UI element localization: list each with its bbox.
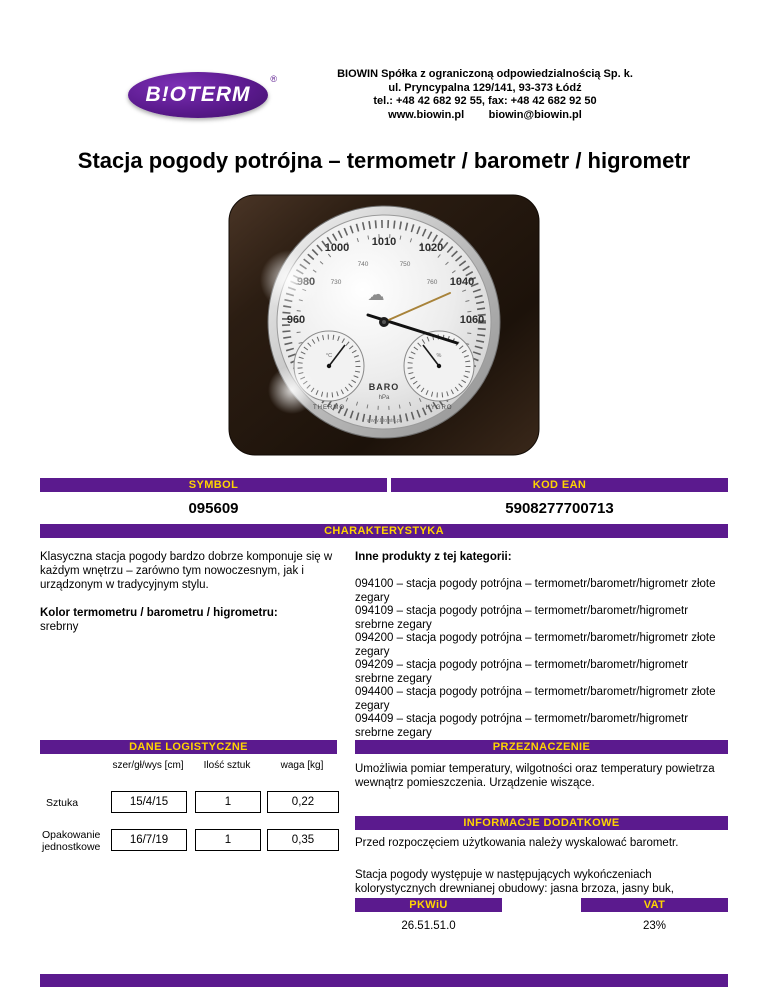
ean-header-bar: KOD EAN: [391, 478, 728, 492]
scale-1000: 1000: [324, 242, 350, 254]
glare-top-left: [260, 250, 320, 310]
inner-760: 760: [426, 279, 438, 286]
inner-740: 740: [357, 261, 369, 268]
logistics-cell-weight-sztuka: 0,22: [267, 791, 339, 813]
bioterm-logo-text: B!OTERM: [145, 83, 251, 106]
logistics-cell-dims-opakowanie: 16/7/19: [111, 829, 187, 851]
scale-1060: 1060: [459, 314, 485, 326]
related-product-item: 094200 – stacja pogody potrójna – termometr/barometr/higrometr złote zegary: [355, 632, 716, 658]
company-info: [312, 68, 658, 122]
symbol-header-bar: SYMBOL: [40, 478, 387, 492]
logistics-cell-qty-sztuka: 1: [195, 791, 261, 813]
informacje-header-bar: INFORMACJE DODATKOWE: [355, 816, 728, 830]
related-product-item: 094409 – stacja pogody potrójna – termometr/barometr/higrometr srebrne zegary: [355, 713, 689, 739]
company-phone: tel.: +48 42 682 92 55, fax: +48 42 682 92 50: [373, 95, 597, 107]
company-name: BIOWIN Spółka z ograniczoną odpowiedzialnością Sp. k.: [337, 68, 633, 80]
thermo-label: THERMO: [313, 405, 345, 411]
cloud-icon: ☁: [367, 285, 385, 304]
inner-730: 730: [330, 279, 342, 286]
logistics-col-qty: Ilość sztuk: [203, 760, 251, 771]
weather-station-illustration: [228, 194, 540, 456]
logistics-cell-dims-sztuka: 15/4/15: [111, 791, 187, 813]
vat-value: 23%: [642, 920, 667, 932]
footer-divider-bar: [40, 974, 728, 987]
baro-label: BARO: [368, 382, 400, 392]
vat-header-bar: VAT: [581, 898, 728, 912]
company-address: ul. Pryncypalna 129/141, 93-373 Łódź: [388, 81, 582, 94]
scale-1020: 1020: [418, 242, 444, 254]
related-product-item: 094400 – stacja pogody potrójna – termometr/barometr/higrometr złote zegary: [355, 686, 716, 712]
related-product-item: 094109 – stacja pogody potrójna – termometr/barometr/higrometr srebrne zegary: [355, 605, 689, 631]
scale-1010: 1010: [371, 236, 397, 248]
bioterm-logo: [128, 72, 277, 118]
scale-1040: 1040: [449, 276, 475, 288]
logistics-row-label-opakowanie: Opakowanie jednostkowe: [42, 829, 101, 853]
related-product-item: 094100 – stacja pogody potrójna – termometr/barometr/higrometr złote zegary: [355, 578, 716, 604]
ean-value: 5908277700713: [505, 500, 614, 517]
color-value: srebrny: [40, 621, 79, 633]
glare-bottom-left: [268, 366, 316, 414]
logistics-header-bar: DANE LOGISTYCZNE: [40, 740, 337, 754]
related-products-list: [355, 578, 728, 740]
related-product-item: 094209 – stacja pogody potrójna – termometr/barometr/higrometr srebrne zegary: [355, 659, 689, 685]
przeznaczenie-text: Umożliwia pomiar temperatury, wilgotności oraz temperatury powietrza wewnątrz pomieszczenia. Urządzenie wiszące.: [355, 763, 715, 789]
related-products-column: [355, 550, 728, 740]
informacje-text2: Stacja pogody występuje w następujących wykończeniach kolorystycznych drewnianej obudowy: jasna brzoza, jasny buk,: [355, 869, 674, 895]
color-heading: Kolor termometru / barometru / higrometru:: [40, 607, 278, 619]
logistics-cell-weight-opakowanie: 0,35: [267, 829, 339, 851]
hygro-label: HYGRO: [425, 405, 453, 411]
symbol-value: 095609: [188, 500, 239, 517]
inner-750: 750: [399, 261, 411, 268]
page-title: Stacja pogody potrójna – termometr / barometr / higrometr: [77, 148, 691, 173]
product-image: [228, 194, 540, 456]
logistics-col-weight: waga [kg]: [280, 760, 324, 771]
pkwiu-header-bar: PKWiU: [355, 898, 502, 912]
pkwiu-value: 26.51.51.0: [401, 920, 456, 932]
logistics-col-dims: szer/gł/wys [cm]: [112, 760, 184, 771]
hygro-unit: %: [436, 353, 442, 359]
dial-website: www.biowin.pl: [366, 418, 402, 424]
company-web-email: www.biowin.pl biowin@biowin.pl: [388, 108, 582, 121]
charakterystyka-header-bar: CHARAKTERYSTYKA: [40, 524, 728, 538]
przeznaczenie-header-bar: PRZEZNACZENIE: [355, 740, 728, 754]
thermo-unit: °C: [325, 353, 333, 359]
logistics-cell-qty-opakowanie: 1: [195, 829, 261, 851]
informacje-text1: Przed rozpoczęciem użytkowania należy wyskalować barometr.: [355, 837, 679, 849]
charakterystyka-left-column: [40, 550, 342, 634]
related-products-heading: Inne produkty z tej kategorii:: [355, 551, 512, 563]
logistics-row-label-sztuka: Sztuka: [46, 797, 79, 809]
scale-960: 960: [286, 314, 306, 326]
product-description: Klasyczna stacja pogody bardzo dobrze komponuje się w każdym wnętrzu – zarówno tym nowoczesnym, jak i urządzonym w tradycyjnym stylu.: [40, 551, 333, 591]
registered-trademark-icon: ®: [270, 74, 277, 84]
baro-unit: hPa: [378, 395, 390, 401]
